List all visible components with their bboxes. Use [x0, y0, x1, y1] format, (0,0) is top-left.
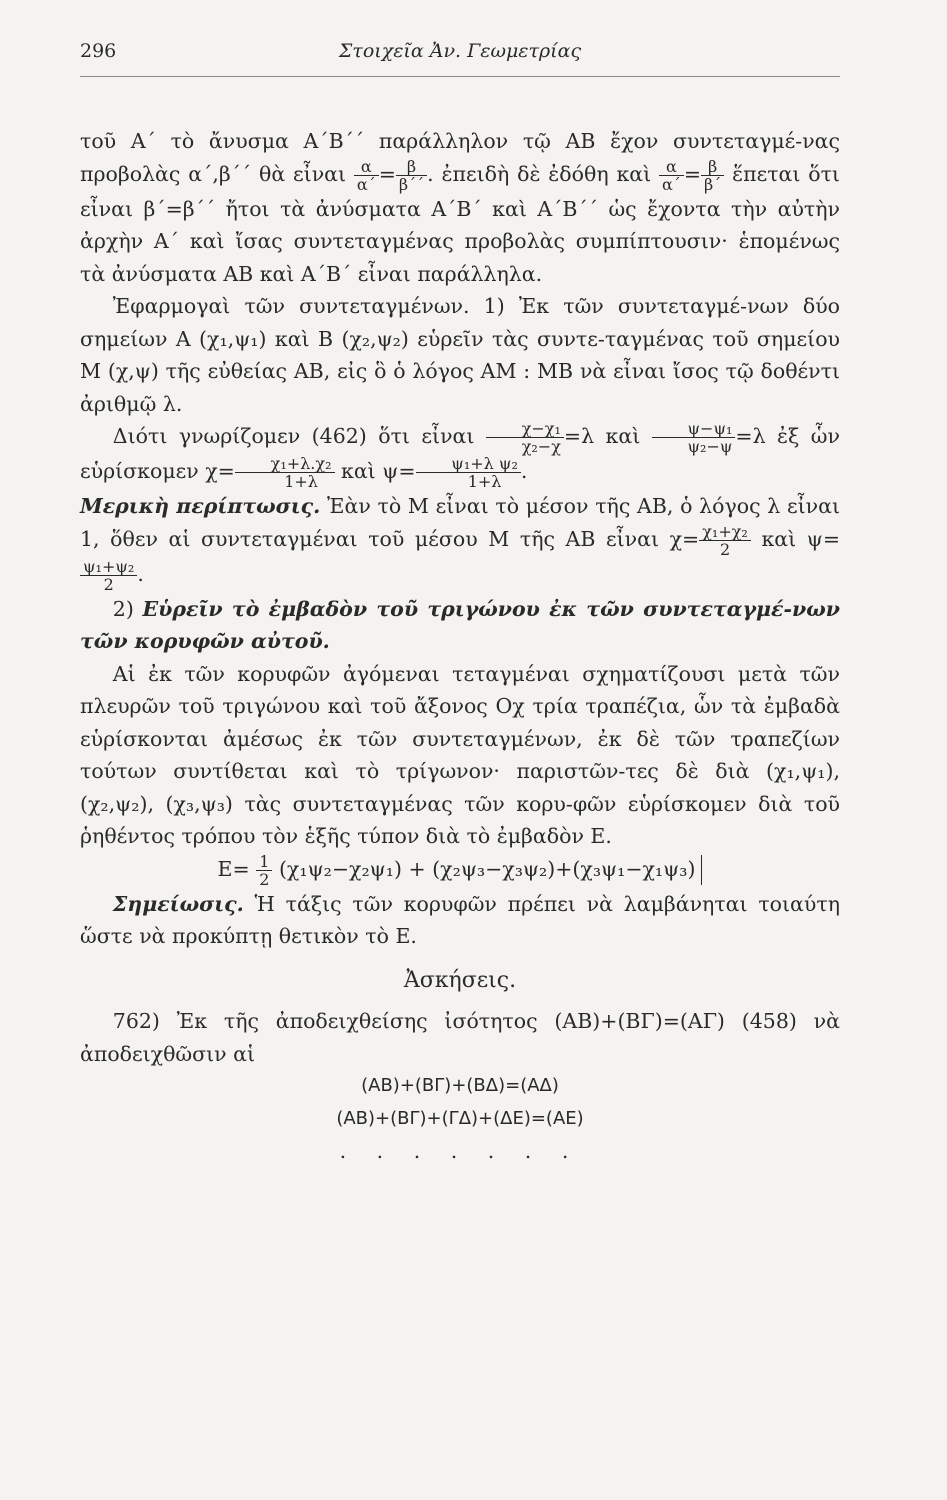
- page-body: [80, 125, 840, 1168]
- exercises-heading: Ἀσκήσεις.: [403, 967, 517, 993]
- exercise-equations: [80, 1070, 840, 1135]
- fraction: $\frac{\text{ψ−ψ₁}}{\text{ψ₂−ψ}}$: [652, 420, 736, 455]
- fraction: $\frac{\alpha}{\alpha΄}$: [354, 158, 379, 193]
- ellipsis-dots: . . . . . . .: [339, 1139, 581, 1163]
- fraction: $\frac{\text{ψ₁+λ ψ₂}}{1+\lambda}$: [416, 455, 521, 490]
- special-case-label: Μερικὴ περίπτωσις.: [80, 494, 321, 518]
- fraction: $\frac{\text{χ−χ₁}}{\text{χ₂−χ}}$: [486, 420, 564, 455]
- paragraph-vectors: τοῦ Α΄ τὸ ἄνυσμα Α΄Β΄΄ παράλληλον τῷ ΑΒ ἔχον συντεταγμέ-νας προβολὰς α΄,β΄΄ θὰ εἶναι $\frac{\alpha}{\alpha΄}$ = $\frac{\beta}{\beta΄΄}$ . ἐπειδὴ δὲ ἐδόθη καὶ $\frac{\alpha}{\alpha΄}$ = $\frac{\beta}{\beta΄}$ ἕπεται ὅτι εἶναι β΄=β΄΄ ἤτοι τὰ ἀνύσματα Α΄Β΄ καὶ Α΄Β΄΄ ὡς ἔχοντα τὴν αὐτὴν ἀρχὴν Α΄ καὶ ἴσας συντεταγμένας προβολὰς συμπίπτουσιν· ἑπομένως τὰ ἀνύσματα ΑΒ καὶ Α΄Β΄ εἶναι παράλληλα.: [80, 129, 840, 286]
- page-number: 296: [80, 40, 117, 62]
- fraction: $\frac{\alpha}{\alpha΄}$: [659, 158, 684, 193]
- area-problem-title: Εὑρεῖν τὸ ἐμβαδὸν τοῦ τριγώνου ἐκ τῶν συντεταγμέ-νων τῶν κορυφῶν αὐτοῦ.: [80, 596, 840, 653]
- note-label: Σημείωσις.: [112, 891, 244, 916]
- page: [80, 40, 840, 1168]
- area-formula: Ε= $\frac{1}{2}$ (χ₁ψ₂−χ₂ψ₁) + (χ₂ψ₃−χ₃ψ₂)+(χ₃ψ₁−χ₁ψ₃): [80, 853, 840, 888]
- equation-line: (ΑΒ)+(ΒΓ)+(ΒΔ)=(ΑΔ): [361, 1075, 559, 1096]
- paragraph-note: Σημείωσις. Ἡ τάξις τῶν κορυφῶν πρέπει νὰ λαμβάνηται τοιαύτη ὥστε νὰ προκύπτῃ θετικὸν τὸ Ε.: [80, 891, 840, 948]
- paragraph-special-case: Μερικὴ περίπτωσις. Ἐὰν τὸ Μ εἶναι τὸ μέσον τῆς ΑΒ, ὁ λόγος λ εἶναι 1, ὅθεν αἱ συντεταγμέναι τοῦ μέσου Μ τῆς ΑΒ εἶναι χ= $\frac{\text{χ₁+χ₂}}{2}$ καὶ ψ= $\frac{\text{ψ₁+ψ₂}}{2}$ .: [80, 494, 840, 594]
- exercise-762: 762) Ἐκ τῆς ἀποδειχθείσης ἰσότητος (ΑΒ)+(ΒΓ)=(ΑΓ) (458) νὰ ἀποδειχθῶσιν αἱ: [80, 1009, 840, 1066]
- vertical-bar: [701, 855, 702, 885]
- page-header: [80, 40, 840, 77]
- paragraph-applications: Ἐφαρμογαὶ τῶν συντεταγμένων. 1) Ἐκ τῶν συντεταγμέ-νων δύο σημείων Α (χ₁,ψ₁) καὶ Β (χ₂,ψ₂) εὑρεῖν τὰς συντε-ταγμένας τοῦ σημείου Μ (χ,ψ) τῆς εὐθείας ΑΒ, εἰς ὃ ὁ λόγος ΑΜ : ΜΒ νὰ εἶναι ἴσος τῷ δοθέντι ἀριθμῷ λ.: [80, 294, 840, 416]
- fraction: $\frac{\beta}{\beta΄΄}$: [396, 158, 427, 193]
- paragraph-trapezia: Αἱ ἐκ τῶν κορυφῶν ἀγόμεναι τεταγμέναι σχηματίζουσι μετὰ τῶν πλευρῶν τοῦ τριγώνου καὶ τοῦ ἄξονος Οχ τρία τραπέζια, ὧν τὰ ἐμβαδὰ εὑρίσκονται ἀμέσως ἐκ τῶν συντεταγμένων, ἐκ δὲ τῶν τραπεζίων τούτων συντίθεται καὶ τὸ τρίγωνον· παριστῶν-τες δὲ διὰ (χ₁,ψ₁), (χ₂,ψ₂), (χ₃,ψ₃) τὰς συντεταγμένας τῶν κορυ-φῶν εὑρίσκομεν διὰ τοῦ ῥηθέντος τρόπου τὸν ἑξῆς τύπον διὰ τὸ ἐμβαδὸν Ε.: [80, 661, 840, 848]
- fraction: $\frac{1}{2}$: [256, 853, 272, 888]
- fraction: $\frac{\beta}{\beta΄}$: [701, 158, 724, 193]
- fraction: $\frac{\text{ψ₁+ψ₂}}{2}$: [80, 558, 137, 593]
- paragraph-area-title: 2) Εὑρεῖν τὸ ἐμβαδὸν τοῦ τριγώνου ἐκ τῶν συντεταγμέ-νων τῶν κορυφῶν αὐτοῦ.: [80, 596, 840, 653]
- paragraph-ratio: Διότι γνωρίζομεν (462) ὅτι εἶναι $\frac{\text{χ−χ₁}}{\text{χ₂−χ}}$ =λ καὶ $\frac{\text{ψ−ψ₁}}{\text{ψ₂−ψ}}$ =λ ἐξ ὧν εὑρίσκομεν χ= $\frac{\text{χ₁+λ.χ₂}}{1+\lambda}$ καὶ ψ= $\frac{\text{ψ₁+λ ψ₂}}{1+\lambda}$ .: [80, 419, 840, 491]
- fraction: $\frac{\text{χ₁+χ₂}}{2}$: [699, 523, 751, 558]
- equation-line: (ΑΒ)+(ΒΓ)+(ΓΔ)+(ΔΕ)=(ΑΕ): [336, 1107, 584, 1129]
- fraction: $\frac{\text{χ₁+λ.χ₂}}{1+\lambda}$: [235, 455, 335, 490]
- running-title: Στοιχεῖα Ἀν. Γεωμετρίας: [338, 40, 582, 62]
